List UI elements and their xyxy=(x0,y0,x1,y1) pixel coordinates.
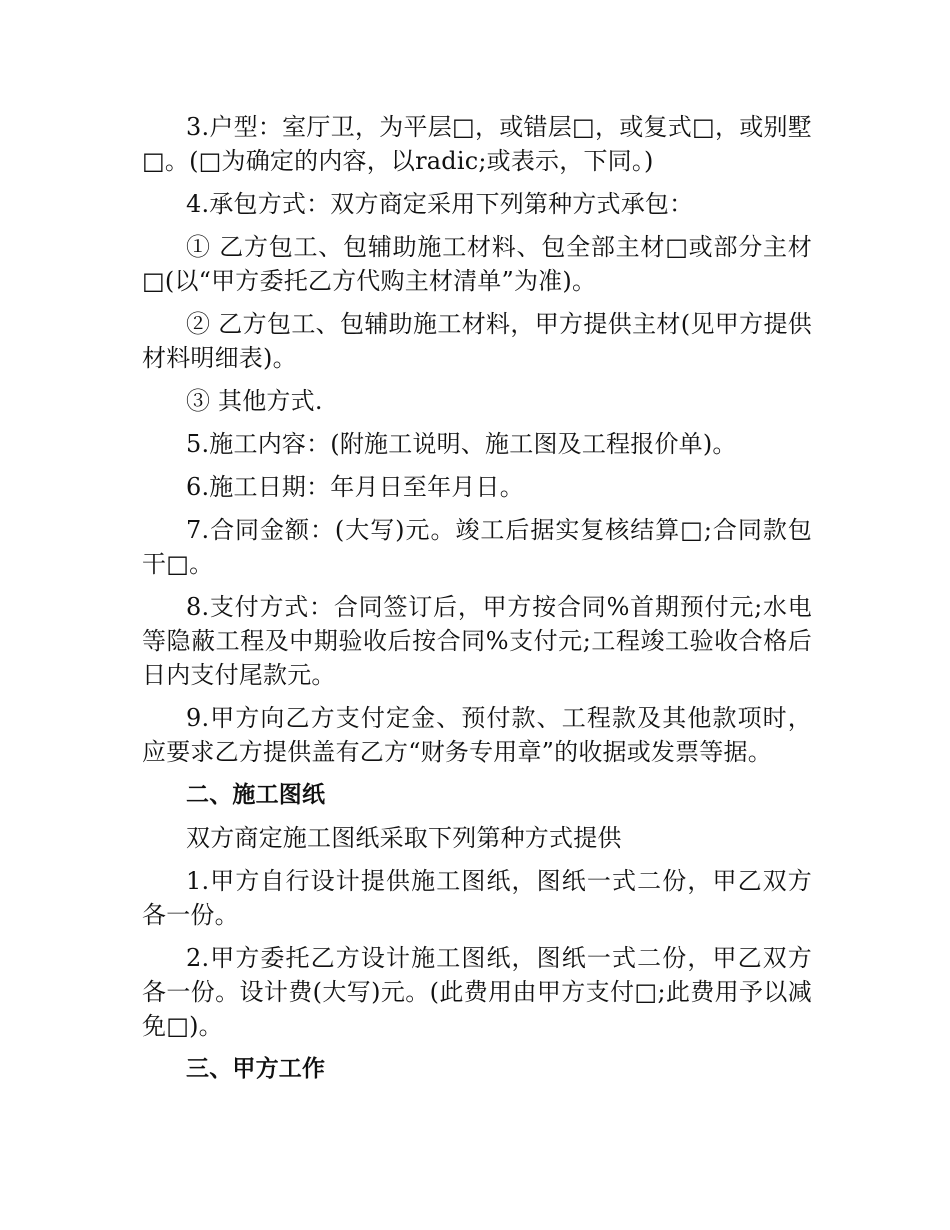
section-heading-drawings: 二、施工图纸 xyxy=(186,782,326,808)
paragraph-option-3: ③ 其他方式. xyxy=(186,387,323,415)
paragraph-drawings-intro: 双方商定施工图纸采取下列第种方式提供 xyxy=(186,824,622,852)
paragraph-contract-amount: 7.合同金额：(大写)元。竣工后据实复核结算□;合同款包干□。 xyxy=(142,516,812,578)
paragraph-drawings-item-2: 2.甲方委托乙方设计施工图纸，图纸一式二份，甲乙双方各一份。设计费(大写)元。(此费用由甲方支付□;此费用予以减免□)。 xyxy=(142,944,812,1040)
document-body xyxy=(142,110,812,1095)
paragraph-payment-receipt: 9.甲方向乙方支付定金、预付款、工程款及其他款项时，应要求乙方提供盖有乙方“财务专用章”的收据或发票等据。 xyxy=(142,704,812,766)
paragraph-house-type: 3.户型：室厅卫，为平层□，或错层□，或复式□，或别墅□。(□为确定的内容，以radic;或表示，下同。) xyxy=(142,113,812,175)
paragraph-option-1: ① 乙方包工、包辅助施工材料、包全部主材□或部分主材□(以“甲方委托乙方代购主材清单”为准)。 xyxy=(142,233,812,295)
paragraph-construction-content: 5.施工内容：(附施工说明、施工图及工程报价单)。 xyxy=(186,430,737,458)
paragraph-drawings-item-1: 1.甲方自行设计提供施工图纸，图纸一式二份，甲乙双方各一份。 xyxy=(142,867,812,929)
paragraph-construction-date: 6.施工日期：年月日至年月日。 xyxy=(186,473,524,501)
section-heading-party-a-work: 三、甲方工作 xyxy=(186,1056,326,1082)
paragraph-contract-method: 4.承包方式：双方商定采用下列第种方式承包： xyxy=(186,190,694,218)
paragraph-payment-method: 8.支付方式：合同签订后，甲方按合同%首期预付元;水电等隐蔽工程及中期验收后按合同%支付元;工程竣工验收合格后日内支付尾款元。 xyxy=(142,593,812,689)
paragraph-option-2: ② 乙方包工、包辅助施工材料，甲方提供主材(见甲方提供材料明细表)。 xyxy=(142,310,812,372)
